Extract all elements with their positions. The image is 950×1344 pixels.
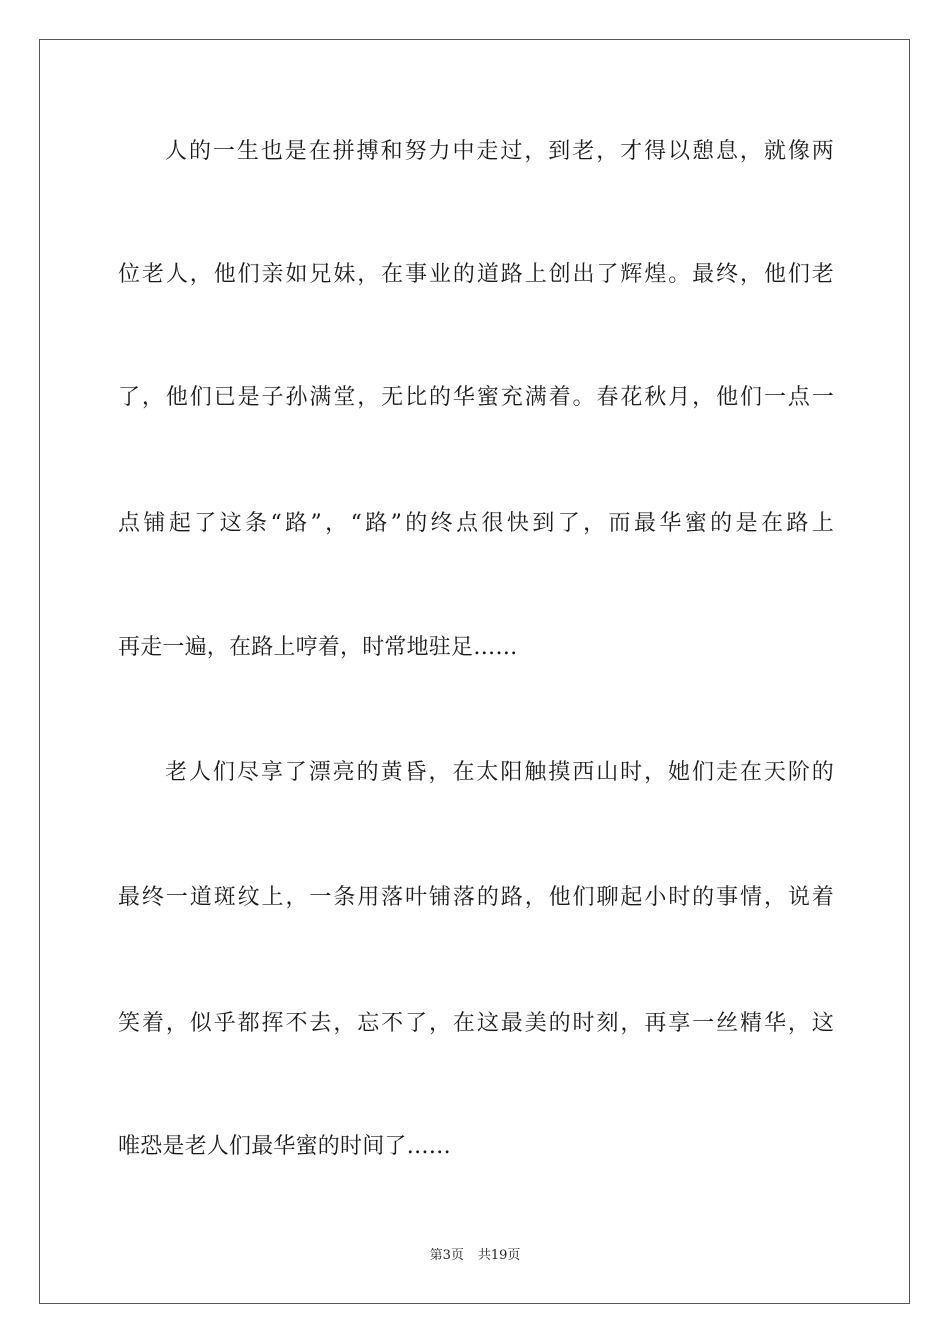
paragraph-2-line-1: 老人们尽享了漂亮的黄昏，在太阳触摸西山时，她们走在天阶的 xyxy=(165,760,834,785)
page-border xyxy=(39,39,910,1304)
paragraph-1-line-1: 人的一生也是在拼搏和努力中走过，到老，才得以憩息，就像两 xyxy=(165,139,834,164)
page-number: 第3页 xyxy=(429,1248,464,1263)
paragraph-2-line-4: 唯恐是老人们最华蜜的时间了…… xyxy=(118,1134,452,1159)
paragraph-2-line-2: 最终一道斑纹上，一条用落叶铺落的路，他们聊起小时的事情，说着 xyxy=(118,885,834,910)
page-footer xyxy=(0,1247,950,1265)
paragraph-1-line-3: 了，他们已是子孙满堂，无比的华蜜充满着。春花秋月，他们一点一 xyxy=(118,385,834,410)
paragraph-1-line-2: 位老人，他们亲如兄妹，在事业的道路上创出了辉煌。最终，他们老 xyxy=(118,262,834,287)
paragraph-1-line-4: 点铺起了这条“路”，“路”的终点很快到了，而最华蜜的是在路上 xyxy=(118,511,834,536)
paragraph-2-line-3: 笑着，似乎都挥不去，忘不了，在这最美的时刻，再享一丝精华，这 xyxy=(118,1011,834,1036)
page-total: 共19页 xyxy=(477,1248,521,1263)
paragraph-1-line-5: 再走一遍，在路上哼着，时常地驻足…… xyxy=(118,635,518,660)
